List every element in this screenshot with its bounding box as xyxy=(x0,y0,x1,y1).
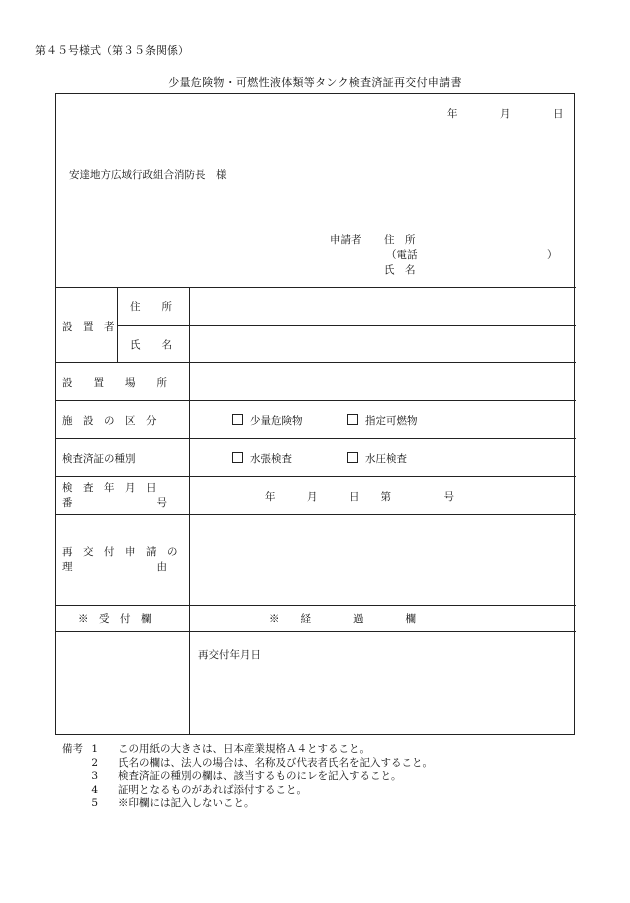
note-item xyxy=(62,757,433,771)
facility-option-designated-combustible[interactable] xyxy=(347,413,418,428)
note-number: 4 xyxy=(91,783,98,796)
facility-option-small-hazardous[interactable] xyxy=(232,413,303,428)
applicant-label: 申請者 xyxy=(330,234,362,246)
reason-label-line1: 再 交 付 申 請 の xyxy=(62,546,178,558)
note-text: 証明となるものがあれば添付すること。 xyxy=(118,783,307,796)
notes-heading: 備考 xyxy=(62,743,83,755)
installer-name-label: 氏 名 xyxy=(130,339,172,351)
note-item xyxy=(62,770,433,784)
divider xyxy=(56,605,576,606)
location-field[interactable] xyxy=(190,363,575,399)
reissue-date-label: 再交付年月日 xyxy=(198,649,261,661)
form-title: 少量危険物・可燃性液体類等タンク検査済証再交付申請書 xyxy=(168,76,462,89)
divider xyxy=(117,287,118,362)
installer-address-field[interactable] xyxy=(190,288,575,324)
note-number: 3 xyxy=(91,770,98,783)
reason-field[interactable] xyxy=(190,515,575,604)
cert-option-water-fill[interactable] xyxy=(232,451,292,466)
cert-option-label: 水張検査 xyxy=(250,453,292,465)
location-label: 設 置 場 所 xyxy=(62,377,167,389)
application-form-frame xyxy=(55,93,575,735)
reason-label-line2: 理 由 xyxy=(62,561,167,573)
facility-option-label: 少量危険物 xyxy=(250,415,303,427)
divider xyxy=(56,631,576,632)
note-text: 氏名の欄は、法人の場合は、名称及び代表者氏名を記入すること。 xyxy=(118,756,433,769)
cert-type-label: 検査済証の種別 xyxy=(62,453,136,465)
checkbox[interactable] xyxy=(232,414,243,425)
form-number: 第４５号様式（第３５条関係） xyxy=(35,44,189,57)
facility-option-label: 指定可燃物 xyxy=(365,415,418,427)
cert-option-label: 水圧検査 xyxy=(365,453,407,465)
divider xyxy=(56,476,576,477)
note-item xyxy=(62,784,433,798)
inspection-number-label: 番 号 xyxy=(62,497,167,509)
note-number: 1 xyxy=(91,743,98,755)
date-month-label: 月 xyxy=(500,108,511,120)
note-item xyxy=(62,743,433,757)
divider xyxy=(56,438,576,439)
applicant-address-label: 住 所 xyxy=(384,234,416,246)
divider xyxy=(56,400,576,401)
checkbox[interactable] xyxy=(232,452,243,463)
date-day-label: 日 xyxy=(553,108,564,120)
date-year-label: 年 xyxy=(447,108,458,120)
applicant-name-label: 氏 名 xyxy=(384,264,416,276)
installer-address-label: 住 所 xyxy=(130,301,172,313)
inspection-date-label: 検 査 年 月 日 xyxy=(62,482,157,494)
note-text: 検査済証の種別の欄は、該当するものにレを記入すること。 xyxy=(118,770,402,783)
applicant-phone-open: （電話 xyxy=(386,249,418,261)
inspection-date-value[interactable]: 年 月 日 第 号 xyxy=(265,491,454,503)
addressee: 安達地方広域行政組合消防長 様 xyxy=(69,169,227,181)
installer-name-field[interactable] xyxy=(190,326,575,361)
facility-category-label: 施 設 の 区 分 xyxy=(62,415,157,427)
note-number: 5 xyxy=(91,797,98,810)
progress-column-header: ※ 経 過 欄 xyxy=(269,613,416,625)
note-item xyxy=(62,797,433,811)
note-number: 2 xyxy=(91,756,98,769)
note-text: ※印欄には記入しないこと。 xyxy=(118,797,255,810)
installer-label: 設 置 者 xyxy=(62,321,115,333)
applicant-phone-close: ） xyxy=(547,249,558,261)
checkbox[interactable] xyxy=(347,414,358,425)
notes-section xyxy=(62,743,433,811)
note-text: この用紙の大きさは、日本産業規格Ａ４とすること。 xyxy=(118,743,370,755)
cert-option-water-pressure[interactable] xyxy=(347,451,407,466)
checkbox[interactable] xyxy=(347,452,358,463)
reception-column-header: ※ 受 付 欄 xyxy=(78,613,152,625)
